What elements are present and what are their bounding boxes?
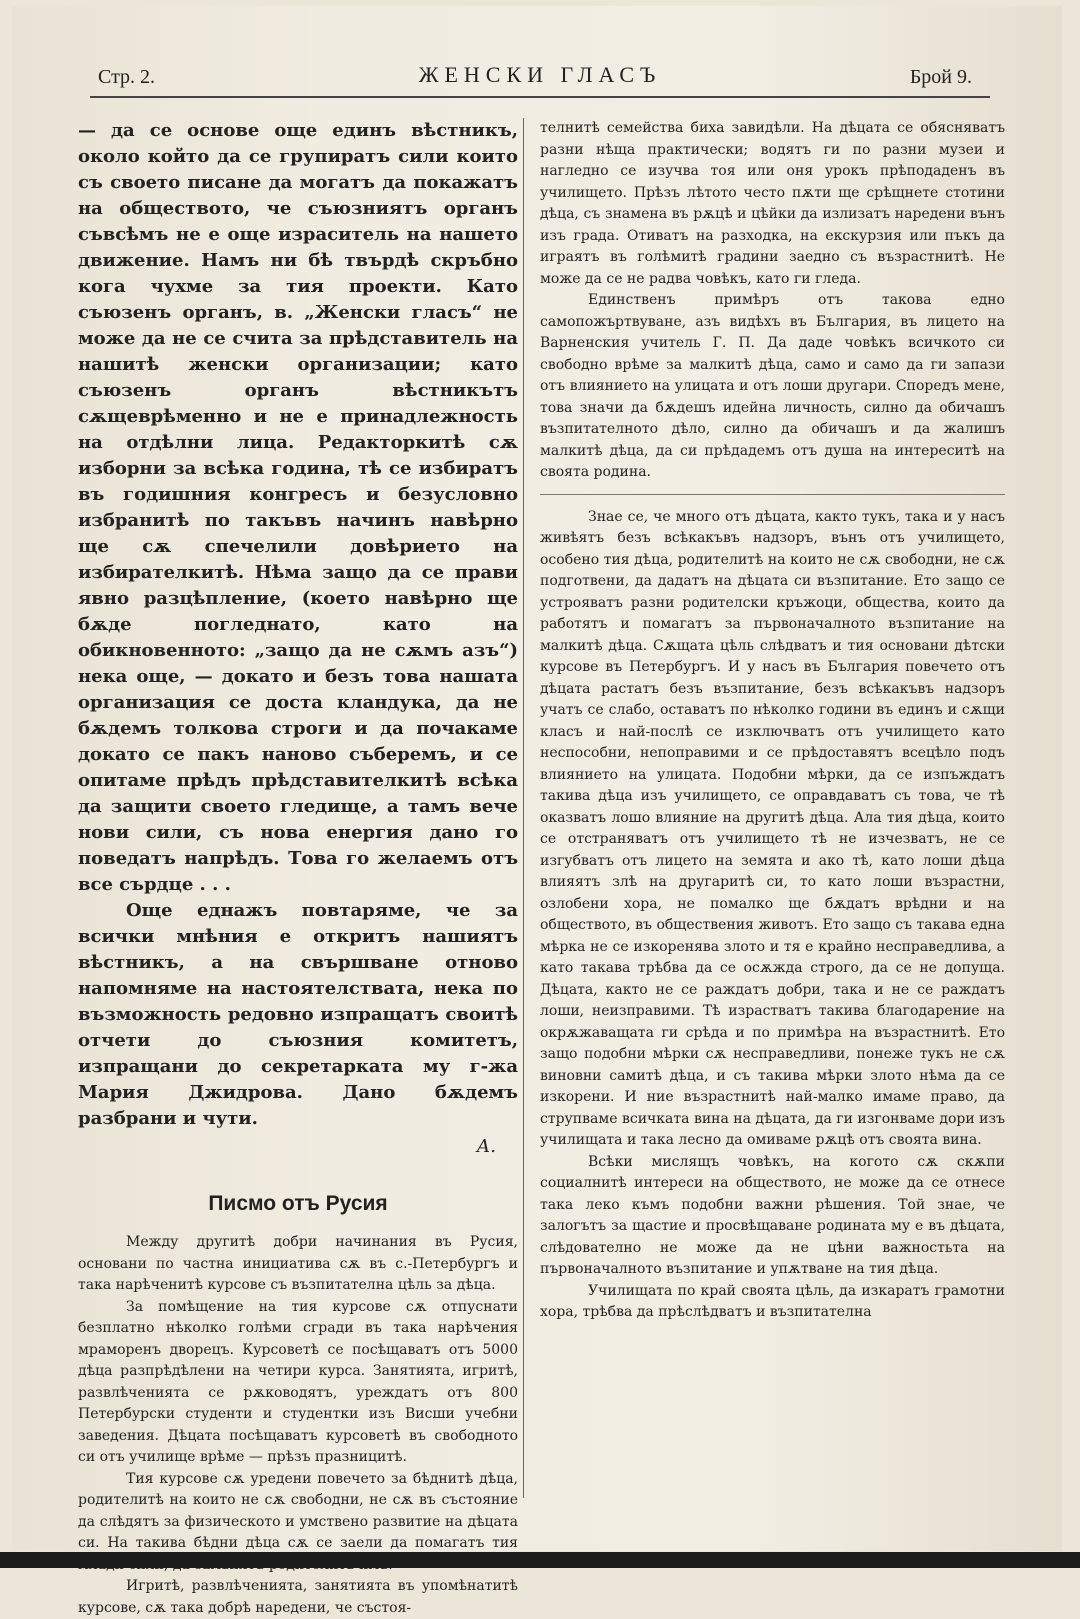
article-paragraph: Тия курсове сѫ уредени повечето за бѣднитѣ дѣца, родителитѣ на които не сѫ свободни, не сѫ въ състояние да слѣдятъ за физическото и умствено развитие на дѣцата си. На такива бѣдни дѣца сѫ се заели да помагатъ тия [78,1470,518,1551]
article-paragraph: Единственъ примѣръ отъ такова едно самопожъртвуване, азъ видѣхъ въ България, въ лицето на Варненския учитель Г. П. Да даде човѣкъ всичкото си свободно врѣме за малкитѣ дѣца, само и само да ги запази отъ влиянието на улицата и отъ лоши другари. Споредъ мене, това значи да бѫдешъ идейна личность, силно да обичашъ възпитателното дѣло, силно да обичашъ и да жалишъ малкитѣ дѣца, да си прѣдадемъ отъ душа на интереситѣ на своята родина. [540,292,1005,480]
article-paragraph: За помѣщение на тия курсове сѫ отпуснати безплатно нѣколко голѣми сгради въ така нарѣчения мраморенъ дворецъ. Курсоветѣ се посѣщаватъ отъ 5000 дѣца разпрѣдѣлени на четири курса. Занятията, игритѣ, развлѣченията се рѫководятъ, уреждатъ отъ 800 Петербурски студенти и студентки изъ Висши учебни заведения. Дѣцата посѣщаватъ курсоветѣ въ свободното си отъ училище врѣме — прѣзъ празницитѣ. [78,1298,518,1465]
article-paragraph: Игритѣ, развлѣченията, занятията въ упомѣнатитѣ курсове, сѫ така добрѣ наредени, че състоя- [78,1578,518,1616]
editorial-paragraph: Още еднажъ повтаряме, че за всички мнѣния е откритъ нашиятъ вѣстникъ, а на свършване отново напомняме на настоятелствата, нека по възможность редовно изпращатъ своитѣ отчети до съюзния комитетъ, изпращани до секретарката му г-жа Мария Джидрова. Дано бѫдемъ разбрани и чути. [78,900,518,1129]
article-paragraph: Между другитѣ добри начинания въ Русия, основани по частна инициатива сѫ въ с.-Петербургъ и така нарѣченитѣ курсове съ възпитателна цѣль за дѣца. [78,1234,518,1293]
page-header [90,60,990,98]
section-rule [540,494,1005,495]
article-paragraph: Знае се, че много отъ дѣцата, както тукъ, така и у насъ живѣятъ безъ всѣкакъвъ надзоръ, вънъ отъ училището, особено тия дѣца, родителитѣ на които не сѫ свободни, не сѫ подготвени, да дадатъ на дѣцата си възпитание. Ето защо се устрояватъ разни родителски кръжоци, общества, които да работятъ и помагатъ за първоначалното възпитание на малкитѣ дѣца. Сѫщата цѣль слѣдватъ и тия основани дѣтски курсове въ Петербургъ. И у насъ въ България повечето отъ дѣцата растатъ безъ възпитание, безъ всѣкакъвъ надзоръ учатъ се слабо, оставатъ по нѣколко години въ единъ и сѫщи класъ и най-послѣ се изключватъ отъ училището като неспособни, непоправими и се прѣдоставятъ всецѣло подъ влиянието на улицата. Подобни мѣрки, да се изпъждатъ такива дѣца изъ училището, се оправдаватъ съ това, че тѣ оказватъ лошо влияние на другитѣ дѣца. Ала тия дѣца, които се отстраняватъ отъ училището тѣ не изчезватъ, не се изгубватъ отъ лицето на земята и ако тѣ, като лоши дѣца влияятъ злѣ на другаритѣ си, то като лоши възрастни, озлобени хора, не помалко ще бѫдатъ врѣдни и на обществото, въ обществения животъ. Ето защо съ такава една мѣрка не се изкоренява злото и тя е крайно несправедлива, а като такава трѣбва да се осѫжда строго, да се не допуща. Дѣцата, както не се раждатъ добри, така и не се раждатъ лоши, неизправими. Тѣ израстватъ такива благодарение на окрѫжаващата ги срѣда и по примѣра на възрастнитѣ. Ето защо подобни мѣрки сѫ несправедливи, понеже тукъ не сѫ виновни самитѣ дѣца, и съ такива мѣрки злото нѣма да се изкорени. И ние възрастнитѣ най-малко имаме право, да струпваме всичката вина на дѣцата, да ги изгонваме дори изъ училищата и така лесно да омиваме рѫцѣ отъ своята вина. [540,508,1005,1148]
article-paragraph: телнитѣ семейства биха завидѣли. На дѣцата се обясняватъ разни нѣща практически; водятъ ги по разни музеи и нагледно се изучва тоя или оня урокъ прѣподаденъ въ училището. Прѣзъ лѣтото често пѫти ще срѣщнете стотини дѣца, съ знамена въ рѫцѣ и цѣйки да излизатъ наредени вънъ изъ града. Отиватъ на разходка, на екскурзия или пъкъ да играятъ въ голѣмитѣ градини заедно съ възрастнитѣ. Не може да се не радва човѣкъ, като ги гледа. [540,120,1005,287]
article-paragraph: Всѣки мислящъ човѣкъ, на когото сѫ скѫпи социалнитѣ интереси на обществото, не може да се отнесе така леко къмъ подобни важни рѣшения. Той знае, че залогътъ за щастие и просвѣщаване родината му е въ дѣцата, слѣдователно не може да не цѣни важностьта на първоначалното възпитание и упѫтване на тия дѣца. [540,1153,1005,1277]
editorial-text [78,118,518,1132]
article-title: Писмо отъ Русия [208,1192,388,1215]
editorial-paragraph: — да се основе още единъ вѣстникъ, около който да се групиратъ сили които съ своето писане да могатъ да покажатъ на обществото, че съюзниятъ органъ съвсѣмъ не е още израситель на нашето движение. Намъ ни бѣ твърдѣ скръбно кога чухме за тия проекти. Като съюзенъ органъ, в. „Женски гласъ“ не може да не се счита за прѣдставитель на нашитѣ женски организации; като съюзенъ органъ вѣстникътъ сѫщеврѣменно и не е принадлежность на отдѣлни лица. Редакторкитѣ сѫ изборни за всѣка година, тѣ се избиратъ въ годишния конгресъ и безусловно избранитѣ по такъвъ начинъ навѣрно ще сѫ спечелили довѣрието на избирателкитѣ. Нѣма защо да се прави явно разцѣпление, (което навѣрно ще бѫде погледнато, като на обикновенното: „защо да не сѫмъ азъ“) нека още, — докато и безъ това нашата организация се доста клaндука, да не бѫдемъ толкова строги и да почакаме докато се пакъ наново съберемъ, и се опитаме прѣдъ прѣдставителкитѣ всѣка да защити своето глeдище, а тамъ вече нови сили, съ нова енергия дано го поведатъ напрѣдъ. Това го желаемъ отъ все сърдце . . . [78,120,518,895]
left-column [78,118,518,1619]
issue-number: Брой 9. [909,66,972,88]
right-column [540,118,1005,1324]
signature: А. [476,1136,496,1157]
column-divider [523,118,524,1498]
scan-edge [0,1552,1080,1568]
newspaper-title: ЖЕНСКИ ГЛАСЪ [418,62,662,87]
article-paragraph: Училищата по край своята цѣль, да изкаратъ грамотни хора, трѣбва да прѣслѣдватъ и възпитателна [540,1282,1005,1320]
page-number: Стр. 2. [98,66,156,88]
